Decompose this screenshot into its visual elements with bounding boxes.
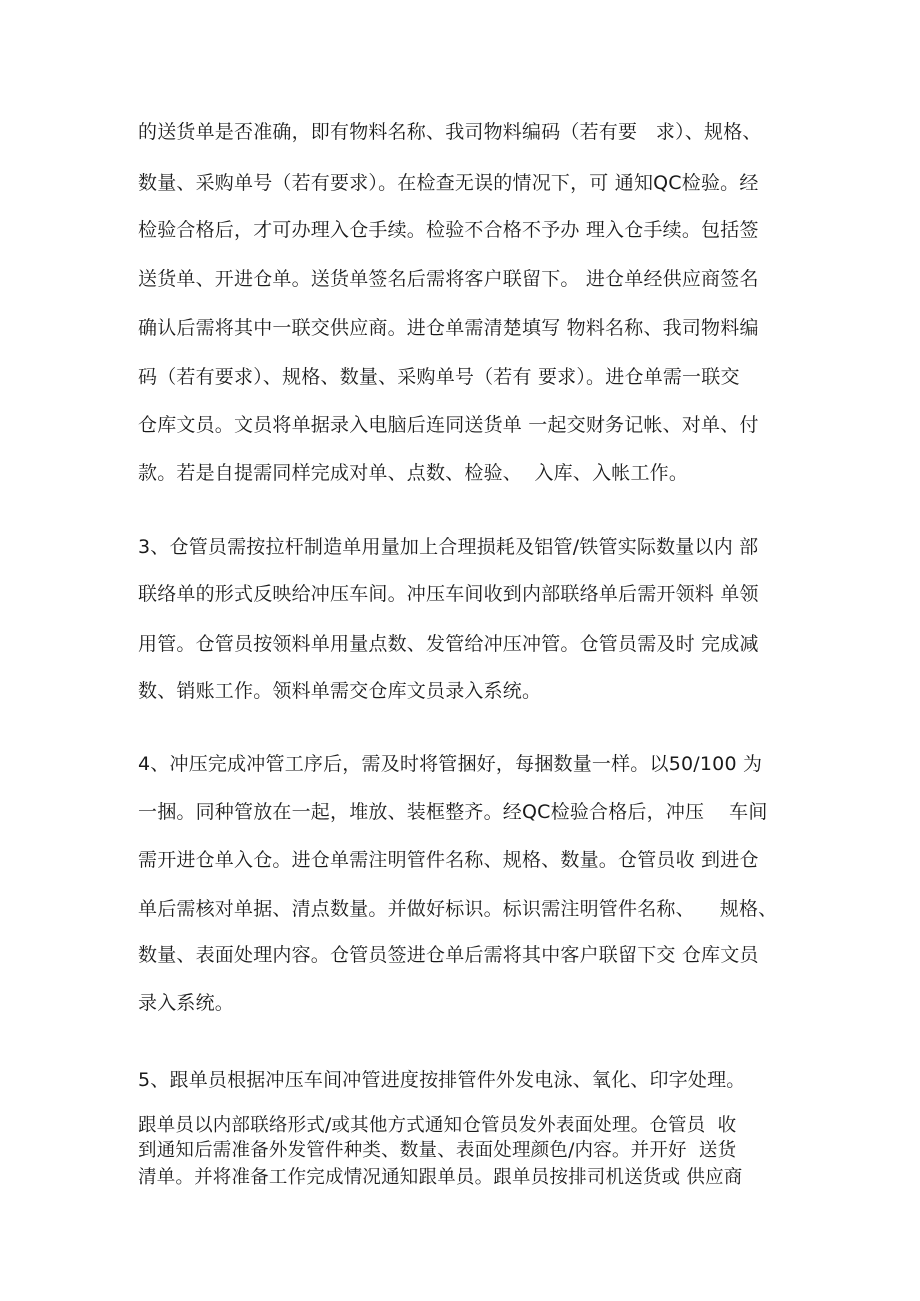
text-line: 清单。并将准备工作完成情况通知跟单员。跟单员按排司机送货或 供应商: [138, 1167, 743, 1188]
text-line: 码（若有要求）、规格、数量、采购单号（若有 要求）。进仓单需一联交: [138, 366, 740, 388]
text-line: 录入系统。: [138, 992, 235, 1014]
text-line: 到通知后需准备外发管件种类、数量、表面处理颜色/内容。并开好 送货: [138, 1140, 737, 1161]
text-line: 确认后需将其中一联交供应商。进仓单需清楚填写 物料名称、我司物料编: [138, 317, 759, 339]
text-line: 3、仓管员需按拉杆制造单用量加上合理损耗及铝管/铁管实际数量以内 部: [138, 536, 759, 558]
text-line: 的送货单是否准确，即有物料名称、我司物料编码（若有要 求）、规格、: [138, 121, 762, 143]
text-line: 需开进仓单入仓。进仓单需注明管件名称、规格、数量。仓管员收 到进仓: [138, 849, 759, 871]
text-line: 联络单的形式反映给冲压车间。冲压车间收到内部联络单后需开领料 单领: [138, 583, 759, 605]
text-line: 款。若是自提需同样完成对单、点数、检验、 入库、入帐工作。: [138, 462, 689, 484]
text-line: 用管。仓管员按领料单用量点数、发管给冲压冲管。仓管员需及时 完成减: [138, 633, 759, 655]
text-line: 单后需核对单据、清点数量。并做好标识。标识需注明管件名称、 规格、: [138, 898, 778, 920]
text-line: 数量、表面处理内容。仓管员签进仓单后需将其中客户联留下交 仓库文员: [138, 944, 759, 966]
text-line: 一捆。同种管放在一起，堆放、装框整齐。经QC检验合格后，冲压 车间: [138, 801, 768, 823]
text-line: 数、销账工作。领料单需交仓库文员录入系统。: [138, 680, 542, 702]
text-line: 送货单、开进仓单。送货单签名后需将客户联留下。 进仓单经供应商签名: [138, 268, 759, 290]
text-line: 数量、采购单号（若有要求）。在检查无误的情况下，可 通知QC检验。经: [138, 172, 759, 194]
text-line: 4、冲压完成冲管工序后，需及时将管捆好，每捆数量一样。以50/100 为: [138, 753, 763, 775]
section-heading: 5、跟单员根据冲压车间冲管进度按排管件外发电泳、氧化、印字处理。: [138, 1069, 746, 1091]
text-line: 仓库文员。文员将单据录入电脑后连同送货单 一起交财务记帐、对单、付: [138, 414, 759, 436]
text-line: 检验合格后，才可办理入仓手续。检验不合格不予办 理入仓手续。包括签: [138, 219, 759, 241]
text-line: 跟单员以内部联络形式/或其他方式通知仓管员发外表面处理。仓管员 收: [138, 1115, 737, 1136]
